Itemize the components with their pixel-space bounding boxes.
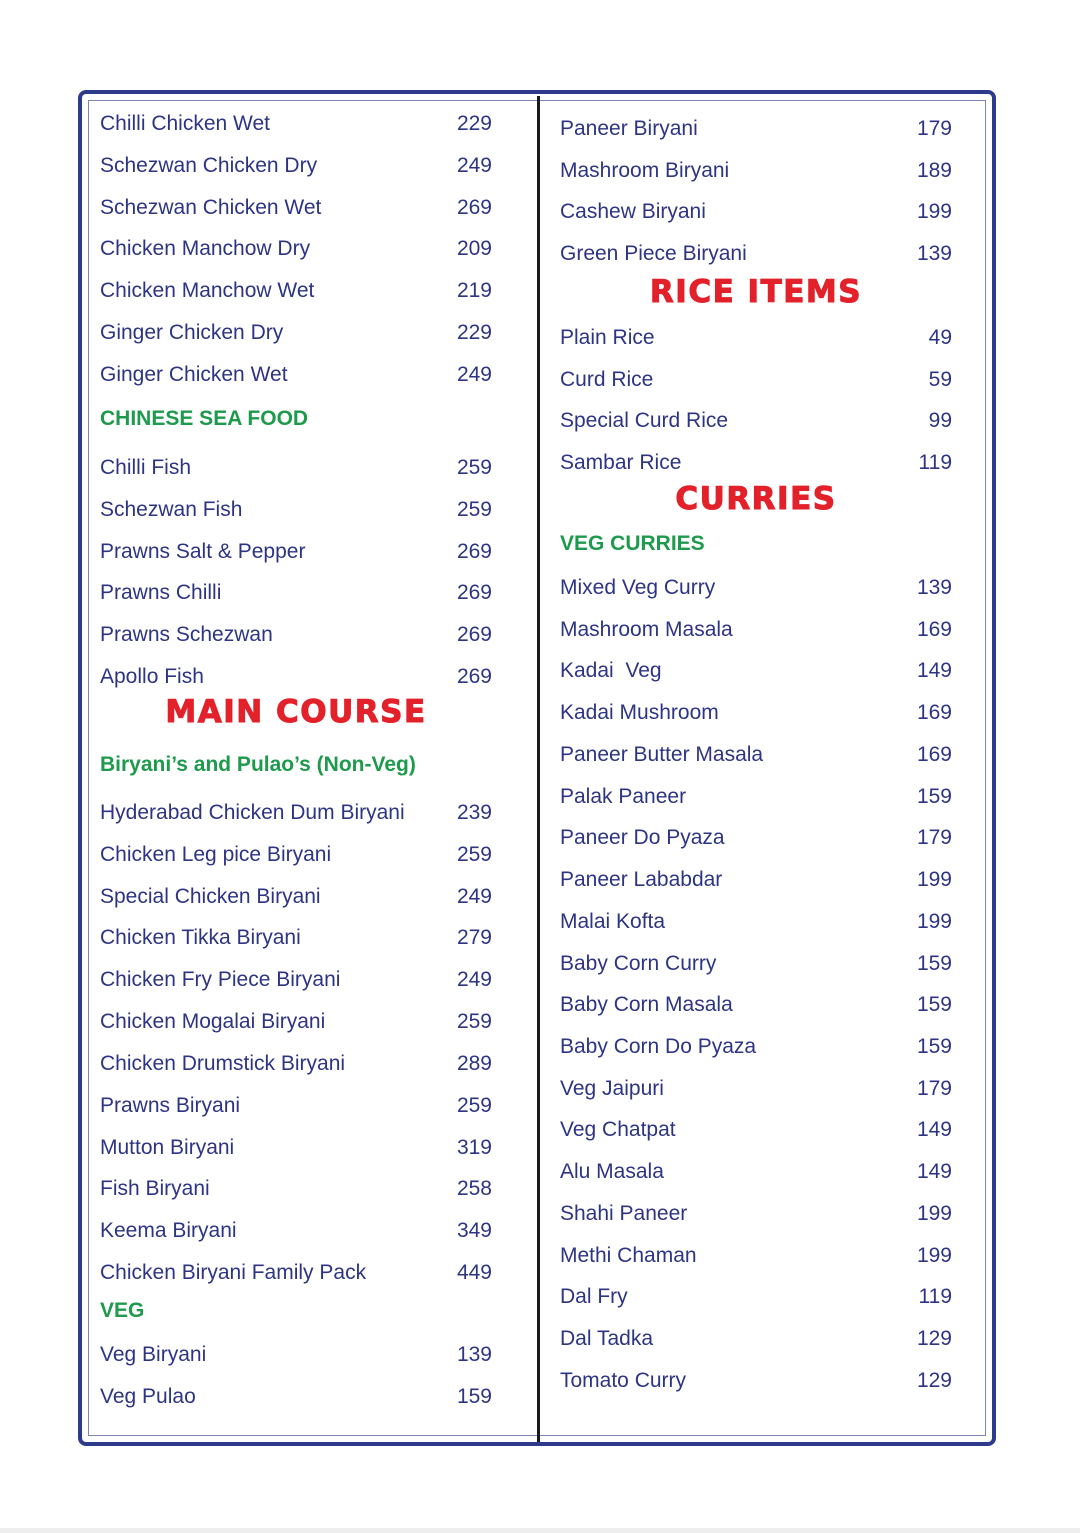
menu-item-price: 159 bbox=[456, 1385, 492, 1408]
menu-item-row bbox=[560, 949, 952, 979]
menu-item-row bbox=[100, 360, 492, 390]
menu-item-row bbox=[100, 882, 492, 912]
menu-item-price: 269 bbox=[456, 581, 492, 605]
menu-item-row bbox=[560, 865, 952, 895]
menu-item-price: 249 bbox=[456, 362, 492, 386]
menu-item-row bbox=[560, 573, 952, 603]
menu-item-name: Ginger Chicken Wet bbox=[100, 362, 288, 386]
main-course-title: MAIN COURSE bbox=[165, 694, 427, 730]
menu-item-name: Prawns Biryani bbox=[100, 1093, 241, 1117]
menu-item-row bbox=[100, 1049, 492, 1079]
menu-item-price: 349 bbox=[456, 1219, 492, 1243]
menu-item-name: Paneer Lababdar bbox=[560, 868, 723, 892]
menu-item-row bbox=[100, 318, 492, 348]
menu-item-name: Curd Rice bbox=[560, 367, 654, 391]
menu-item-name: Chicken Manchow Wet bbox=[100, 279, 315, 302]
menu-item-row bbox=[560, 698, 952, 728]
menu-item-row bbox=[560, 448, 952, 478]
menu-item-price: 149 bbox=[916, 1160, 952, 1184]
menu-item-name: Palak Paneer bbox=[560, 784, 687, 808]
menu-item-name: Special Chicken Biryani bbox=[100, 884, 321, 908]
menu-item-price: 259 bbox=[456, 1010, 492, 1034]
menu-item-price: 199 bbox=[916, 200, 952, 224]
menu-item-price: 319 bbox=[456, 1135, 492, 1159]
menu-item-row bbox=[560, 1157, 952, 1187]
menu-item-name: Chicken Leg pice Biryani bbox=[100, 842, 332, 866]
veg-curries-heading: VEG CURRIES bbox=[560, 532, 705, 555]
menu-item-price: 169 bbox=[916, 617, 952, 641]
menu-item-row bbox=[560, 740, 952, 770]
menu-item-name: Schezwan Chicken Wet bbox=[100, 195, 322, 219]
menu-item-row bbox=[100, 1216, 492, 1246]
menu-item-price: 129 bbox=[916, 1327, 952, 1351]
menu-item-price: 159 bbox=[916, 1035, 952, 1059]
menu-item-row bbox=[100, 1007, 492, 1037]
menu-item-row bbox=[100, 798, 492, 828]
menu-item-name: Fish Biryani bbox=[100, 1177, 210, 1201]
page-bottom-strip bbox=[0, 1528, 1080, 1533]
menu-item-price: 129 bbox=[916, 1368, 952, 1392]
menu-item-row bbox=[100, 109, 492, 139]
menu-item-name: Dal Fry bbox=[560, 1285, 628, 1309]
menu-item-name: Hyderabad Chicken Dum Biryani bbox=[100, 801, 405, 824]
menu-item-row bbox=[560, 156, 952, 186]
menu-item-row bbox=[560, 197, 952, 227]
menu-item-row bbox=[100, 193, 492, 223]
menu-item-row bbox=[560, 323, 952, 353]
menu-item-price: 219 bbox=[456, 279, 492, 302]
menu-item-price: 189 bbox=[916, 158, 952, 182]
menu-item-price: 49 bbox=[928, 326, 952, 349]
menu-item-row bbox=[560, 1282, 952, 1312]
menu-item-row bbox=[100, 1340, 492, 1370]
menu-item-row bbox=[560, 907, 952, 937]
menu-item-name: Prawns Schezwan bbox=[100, 623, 273, 647]
menu-item-row bbox=[560, 782, 952, 812]
menu-item-row bbox=[100, 578, 492, 608]
menu-item-row bbox=[560, 406, 952, 436]
menu-item-row bbox=[560, 1199, 952, 1229]
menu-item-price: 259 bbox=[456, 456, 492, 479]
menu-item-price: 229 bbox=[456, 320, 492, 344]
menu-item-name: Dal Tadka bbox=[560, 1327, 654, 1351]
menu-item-price: 159 bbox=[916, 993, 952, 1017]
menu-item-name: Chicken Mogalai Biryani bbox=[100, 1010, 326, 1034]
menu-item-price: 139 bbox=[916, 242, 952, 266]
menu-item-name: Special Curd Rice bbox=[560, 409, 729, 433]
menu-item-price: 59 bbox=[928, 367, 952, 391]
menu-item-price: 249 bbox=[456, 968, 492, 992]
menu-item-price: 119 bbox=[918, 451, 952, 475]
menu-item-name: Baby Corn Do Pyaza bbox=[560, 1035, 757, 1059]
menu-item-price: 199 bbox=[916, 1243, 952, 1267]
menu-item-price: 259 bbox=[456, 842, 492, 866]
menu-item-price: 169 bbox=[916, 742, 952, 766]
menu-item-price: 259 bbox=[456, 497, 492, 521]
menu-item-row bbox=[100, 453, 492, 483]
menu-item-row bbox=[560, 990, 952, 1020]
menu-item-row bbox=[560, 615, 952, 645]
chinese-sea-food-heading: CHINESE SEA FOOD bbox=[100, 407, 309, 430]
menu-item-name: Plain Rice bbox=[560, 326, 655, 349]
menu-item-row bbox=[100, 495, 492, 525]
menu-item-row bbox=[560, 239, 952, 269]
menu-item-price: 139 bbox=[916, 576, 952, 599]
menu-item-name: Veg Biryani bbox=[100, 1343, 207, 1366]
menu-item-row bbox=[100, 151, 492, 181]
menu-item-name: Tomato Curry bbox=[560, 1368, 687, 1392]
menu-item-name: Mashroom Biryani bbox=[560, 158, 730, 182]
menu-item-row bbox=[560, 1366, 952, 1396]
menu-item-name: Mixed Veg Curry bbox=[560, 576, 716, 599]
menu-item-name: Chicken Manchow Dry bbox=[100, 237, 311, 261]
menu-item-row bbox=[100, 620, 492, 650]
menu-item-row bbox=[560, 365, 952, 395]
menu-item-price: 259 bbox=[456, 1093, 492, 1117]
menu-item-name: Chicken Biryani Family Pack bbox=[100, 1261, 367, 1285]
menu-item-name: Cashew Biryani bbox=[560, 200, 706, 224]
menu-item-row bbox=[560, 1324, 952, 1354]
menu-item-name: Kadai Mushroom bbox=[560, 701, 719, 725]
menu-item-price: 179 bbox=[916, 1076, 952, 1100]
menu-item-price: 199 bbox=[916, 868, 952, 892]
menu-item-row bbox=[100, 1174, 492, 1204]
rice-items-title: RICE ITEMS bbox=[649, 274, 863, 310]
menu-item-price: 149 bbox=[916, 659, 952, 683]
menu-item-row bbox=[100, 234, 492, 264]
menu-item-name: Alu Masala bbox=[560, 1160, 664, 1184]
menu-item-name: Schezwan Chicken Dry bbox=[100, 153, 318, 177]
menu-item-row bbox=[560, 114, 952, 144]
menu-item-price: 269 bbox=[456, 539, 492, 563]
menu-item-name: Prawns Salt & Pepper bbox=[100, 539, 306, 563]
menu-item-name: Veg Jaipuri bbox=[560, 1076, 664, 1100]
menu-item-name: Shahi Paneer bbox=[560, 1201, 688, 1225]
menu-item-name: Paneer Butter Masala bbox=[560, 742, 764, 766]
menu-item-price: 99 bbox=[928, 409, 952, 433]
menu-item-price: 139 bbox=[456, 1343, 492, 1366]
menu-item-row bbox=[560, 1074, 952, 1104]
menu-item-price: 289 bbox=[456, 1051, 492, 1075]
biryani-heading: Biryani’s and Pulao’s (Non-Veg) bbox=[100, 753, 416, 776]
menu-item-row bbox=[560, 1241, 952, 1271]
menu-item-price: 209 bbox=[456, 237, 492, 261]
menu-item-price: 199 bbox=[916, 909, 952, 933]
menu-item-name: Chicken Drumstick Biryani bbox=[100, 1051, 346, 1075]
menu-item-price: 249 bbox=[456, 884, 492, 908]
menu-item-name: Chilli Fish bbox=[100, 456, 192, 479]
menu-item-price: 159 bbox=[916, 951, 952, 975]
menu-item-price: 449 bbox=[456, 1261, 492, 1285]
menu-item-row bbox=[100, 965, 492, 995]
menu-item-name: Prawns Chilli bbox=[100, 581, 222, 605]
menu-item-name: Malai Kofta bbox=[560, 909, 666, 933]
veg-heading: VEG bbox=[100, 1299, 145, 1322]
menu-item-price: 269 bbox=[456, 195, 492, 219]
menu-item-row bbox=[560, 823, 952, 853]
menu-item-row bbox=[100, 1091, 492, 1121]
menu-item-name: Schezwan Fish bbox=[100, 497, 243, 521]
menu-item-name: Paneer Biryani bbox=[560, 117, 698, 140]
menu-item-name: Kadai Veg bbox=[560, 659, 662, 683]
menu-item-name: Green Piece Biryani bbox=[560, 242, 747, 266]
menu-item-name: Keema Biryani bbox=[100, 1219, 237, 1243]
menu-item-price: 179 bbox=[916, 826, 952, 850]
menu-item-price: 149 bbox=[916, 1118, 952, 1142]
menu-item-price: 269 bbox=[456, 665, 492, 688]
menu-item-name: Mutton Biryani bbox=[100, 1135, 235, 1159]
menu-item-price: 169 bbox=[916, 701, 952, 725]
menu-item-name: Ginger Chicken Dry bbox=[100, 320, 284, 344]
menu-item-price: 199 bbox=[916, 1201, 952, 1225]
menu-item-name: Mashroom Masala bbox=[560, 617, 733, 641]
menu-item-price: 239 bbox=[456, 801, 492, 824]
menu-item-name: Veg Chatpat bbox=[560, 1118, 676, 1142]
menu-item-name: Sambar Rice bbox=[560, 451, 682, 475]
menu-item-price: 269 bbox=[456, 623, 492, 647]
menu-item-name: Baby Corn Masala bbox=[560, 993, 733, 1017]
menu-item-row bbox=[100, 1258, 492, 1288]
menu-item-row bbox=[560, 1032, 952, 1062]
menu-item-name: Chilli Chicken Wet bbox=[100, 112, 270, 135]
menu-item-row bbox=[100, 537, 492, 567]
menu-item-price: 249 bbox=[456, 153, 492, 177]
menu-item-row bbox=[560, 1115, 952, 1145]
column-divider bbox=[537, 96, 540, 1442]
menu-item-price: 159 bbox=[916, 784, 952, 808]
menu-item-name: Baby Corn Curry bbox=[560, 951, 717, 975]
menu-item-row bbox=[560, 656, 952, 686]
menu-item-price: 229 bbox=[456, 112, 492, 135]
menu-item-price: 119 bbox=[918, 1285, 952, 1309]
menu-item-row bbox=[100, 923, 492, 953]
menu-item-name: Chicken Fry Piece Biryani bbox=[100, 968, 341, 992]
menu-item-row bbox=[100, 662, 492, 692]
menu-item-row bbox=[100, 1133, 492, 1163]
menu-item-name: Veg Pulao bbox=[100, 1385, 196, 1408]
menu-item-row bbox=[100, 840, 492, 870]
curries-title: CURRIES bbox=[675, 481, 837, 517]
menu-item-price: 258 bbox=[456, 1177, 492, 1201]
menu-item-row bbox=[100, 276, 492, 306]
menu-item-price: 279 bbox=[456, 926, 492, 950]
menu-item-name: Methi Chaman bbox=[560, 1243, 697, 1267]
menu-item-price: 179 bbox=[916, 117, 952, 140]
menu-item-row bbox=[100, 1382, 492, 1412]
menu-item-name: Chicken Tikka Biryani bbox=[100, 926, 301, 950]
menu-item-name: Paneer Do Pyaza bbox=[560, 826, 725, 850]
menu-item-name: Apollo Fish bbox=[100, 665, 204, 688]
